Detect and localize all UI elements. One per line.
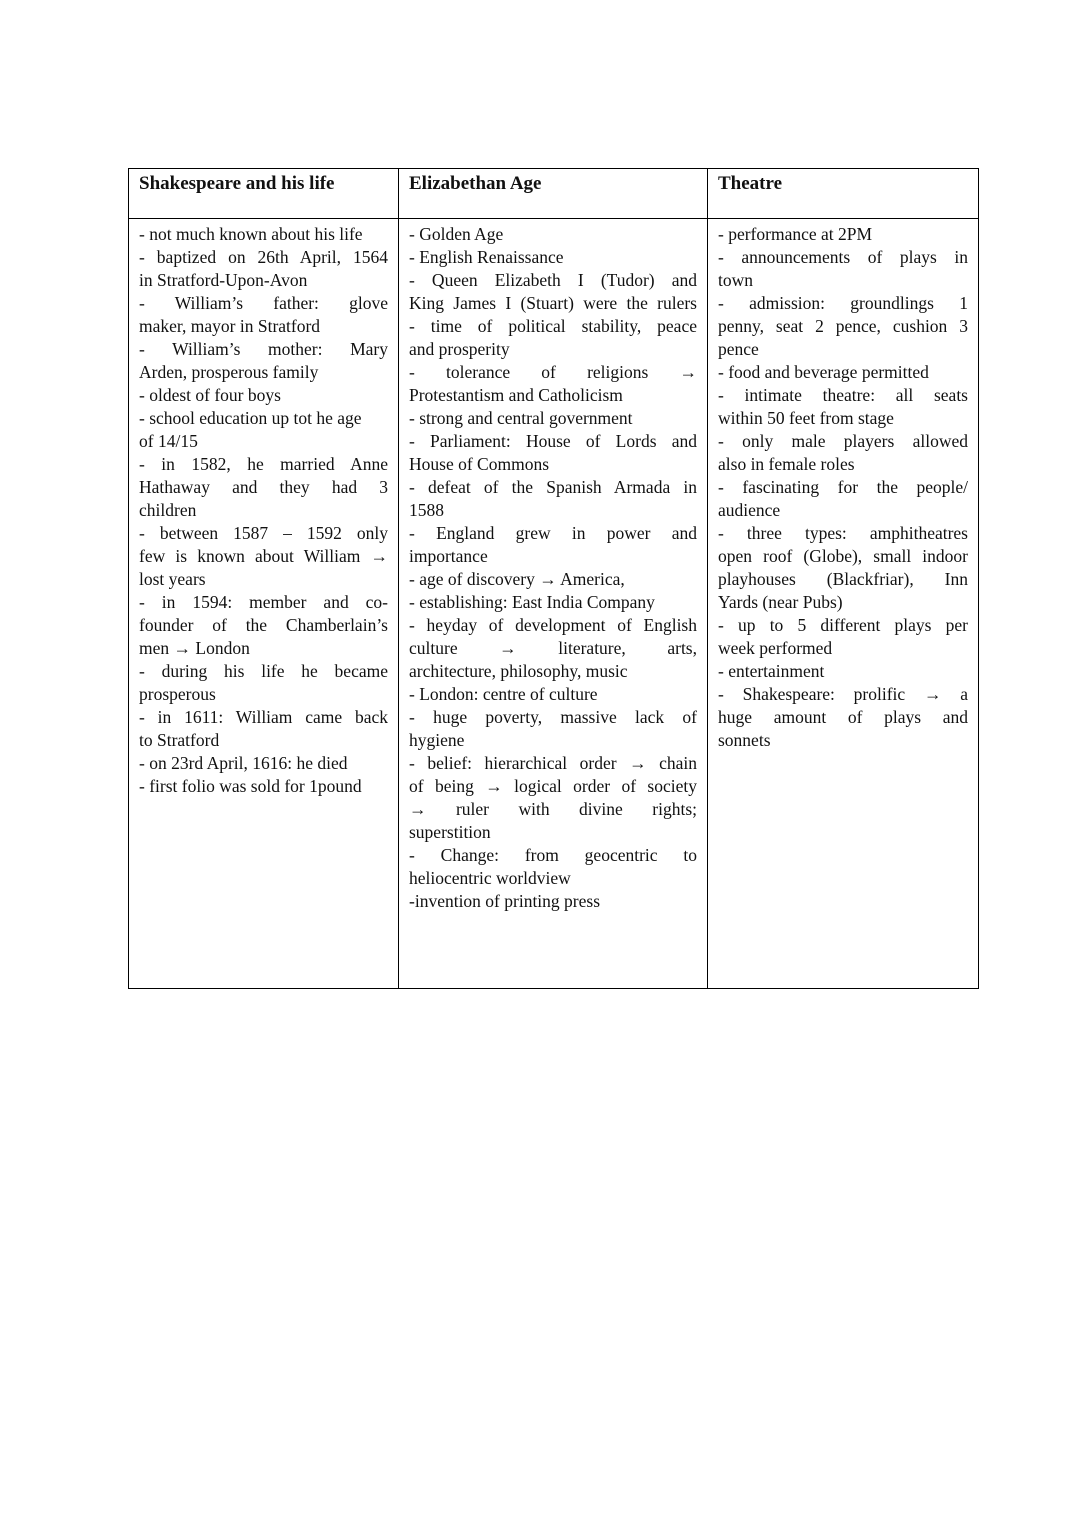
text-line: - first folio was sold for 1pound	[139, 776, 362, 796]
text-line: also in female roles	[718, 454, 855, 474]
text-line: lost years	[139, 569, 206, 589]
cell-theatre	[708, 219, 979, 989]
text-line: and prosperity	[409, 339, 510, 359]
text-line: - London: centre of culture	[409, 684, 598, 704]
text-line: hygiene	[409, 730, 465, 750]
text-line: - Shakespeare: prolific → a	[718, 684, 968, 704]
header-theatre: Theatre	[708, 169, 979, 219]
text-line: - up to 5 different plays per	[718, 615, 968, 635]
notes-table	[128, 168, 979, 989]
text-line: - food and beverage permitted	[718, 362, 929, 382]
text-line: - belief: hierarchical order → chain	[409, 753, 697, 773]
text-line: - fascinating for the people/	[718, 477, 968, 497]
text-line: men → London	[139, 638, 250, 658]
text-line: to Stratford	[139, 730, 220, 750]
text-line: Protestantism and Catholicism	[409, 385, 623, 405]
text-line: huge amount of plays and	[718, 707, 968, 727]
text-line: heliocentric worldview	[409, 868, 571, 888]
text-line: of 14/15	[139, 431, 198, 451]
text-line: penny, seat 2 pence, cushion 3	[718, 316, 968, 336]
text-line: superstition	[409, 822, 491, 842]
text-line: sonnets	[718, 730, 771, 750]
header-shakespeare: Shakespeare and his life	[129, 169, 399, 219]
text-line: → ruler with divine rights;	[409, 799, 697, 819]
text-line: Hathaway and they had 3	[139, 477, 388, 497]
text-line: - not much known about his life	[139, 224, 363, 244]
text-line: - between 1587 – 1592 only	[139, 523, 388, 543]
text-line: - in 1594: member and co-	[139, 592, 388, 612]
text-line: -invention of printing press	[409, 891, 601, 911]
text-line: - strong and central government	[409, 408, 633, 428]
header-row	[129, 169, 979, 219]
text-line: - oldest of four boys	[139, 385, 281, 405]
content-row	[129, 219, 979, 989]
text-line: - William’s father: glove	[139, 293, 388, 313]
text-line: - Golden Age	[409, 224, 504, 244]
text-line: open roof (Globe), small indoor	[718, 546, 968, 566]
text-line: audience	[718, 500, 781, 520]
text-line: of being → logical order of society	[409, 776, 697, 796]
text-line: - establishing: East India Company	[409, 592, 655, 612]
text-line: playhouses (Blackfriar), Inn	[718, 569, 968, 589]
text-line: in Stratford-Upon-Avon	[139, 270, 308, 290]
text-line: - age of discovery → America,	[409, 569, 625, 589]
text-line: - entertainment	[718, 661, 825, 681]
cell-shakespeare	[129, 219, 399, 989]
text-line: - Parliament: House of Lords and	[409, 431, 697, 451]
text-line: - intimate theatre: all seats	[718, 385, 968, 405]
text-line: architecture, philosophy, music	[409, 661, 628, 681]
text-line: children	[139, 500, 197, 520]
text-line: - performance at 2PM	[718, 224, 873, 244]
text-line: - only male players allowed	[718, 431, 968, 451]
text-line: - William’s mother: Mary	[139, 339, 388, 359]
text-line: 1588	[409, 500, 444, 520]
header-elizabethan-age: Elizabethan Age	[399, 169, 708, 219]
text-line: - heyday of development of English	[409, 615, 697, 635]
text-line: - admission: groundlings 1	[718, 293, 968, 313]
text-line: importance	[409, 546, 488, 566]
text-line: week performed	[718, 638, 833, 658]
text-line: Arden, prosperous family	[139, 362, 319, 382]
text-line: - school education up tot he age	[139, 408, 362, 428]
text-line: Yards (near Pubs)	[718, 592, 843, 612]
text-line: - Change: from geocentric to	[409, 845, 697, 865]
text-line: few is known about William →	[139, 546, 388, 566]
text-line: - announcements of plays in	[718, 247, 968, 267]
text-line: House of Commons	[409, 454, 549, 474]
text-line: - time of political stability, peace	[409, 316, 697, 336]
text-line: town	[718, 270, 753, 290]
text-line: - in 1611: William came back	[139, 707, 388, 727]
text-line: - baptized on 26th April, 1564	[139, 247, 388, 267]
text-line: culture → literature, arts,	[409, 638, 697, 658]
text-line: pence	[718, 339, 759, 359]
text-line: - on 23rd April, 1616: he died	[139, 753, 348, 773]
text-line: maker, mayor in Stratford	[139, 316, 321, 336]
text-line: - English Renaissance	[409, 247, 564, 267]
cell-elizabethan-age	[399, 219, 708, 989]
text-line: - during his life he became	[139, 661, 388, 681]
text-line: - Queen Elizabeth I (Tudor) and	[409, 270, 697, 290]
text-line: King James I (Stuart) were the rulers	[409, 293, 697, 313]
text-line: - three types: amphitheatres	[718, 523, 968, 543]
text-line: - England grew in power and	[409, 523, 697, 543]
text-line: within 50 feet from stage	[718, 408, 894, 428]
text-line: - defeat of the Spanish Armada in	[409, 477, 697, 497]
text-line: prosperous	[139, 684, 216, 704]
text-line: - tolerance of religions →	[409, 362, 697, 382]
text-line: - in 1582, he married Anne	[139, 454, 388, 474]
text-line: - huge poverty, massive lack of	[409, 707, 697, 727]
text-line: founder of the Chamberlain’s	[139, 615, 388, 635]
